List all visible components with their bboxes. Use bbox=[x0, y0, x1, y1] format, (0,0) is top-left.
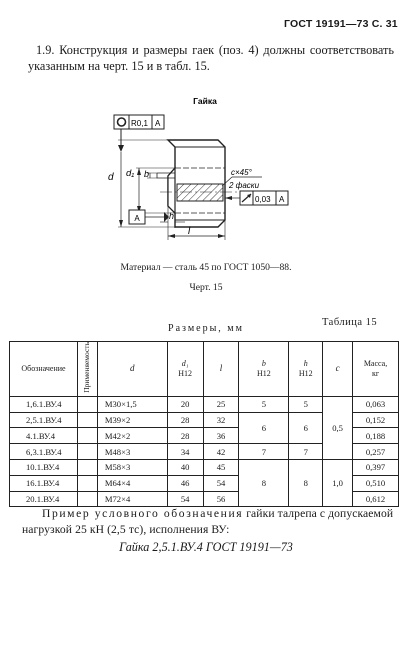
cell-d1: 54 bbox=[167, 491, 203, 507]
col-h: h H12 bbox=[289, 342, 323, 397]
cell-d1: 28 bbox=[167, 412, 203, 428]
cell-designation: 1,6.1.ВУ.4 bbox=[10, 396, 78, 412]
col-d: d bbox=[97, 342, 167, 397]
cell-d1: 40 bbox=[167, 459, 203, 475]
cell-l: 32 bbox=[203, 412, 239, 428]
cell-l: 54 bbox=[203, 475, 239, 491]
dim-d-label: d bbox=[108, 172, 114, 183]
cell-designation: 6,3.1.ВУ.4 bbox=[10, 444, 78, 460]
cell-designation: 2,5.1.ВУ.4 bbox=[10, 412, 78, 428]
cell-application bbox=[77, 412, 97, 428]
cell-application bbox=[77, 459, 97, 475]
col-application: Применяемость bbox=[77, 342, 97, 397]
cell-b: 8 bbox=[239, 459, 289, 506]
col-c: c bbox=[323, 342, 353, 397]
cell-d1: 28 bbox=[167, 428, 203, 444]
col-d1: d₁ H12 bbox=[167, 342, 203, 397]
frame-top-datum: A bbox=[155, 119, 161, 128]
col-l: l bbox=[203, 342, 239, 397]
nut-drawing bbox=[0, 95, 412, 260]
frame-top-value: R0,1 bbox=[131, 119, 148, 128]
cell-application bbox=[77, 475, 97, 491]
example-lead: Пример условного обозначения bbox=[42, 507, 244, 520]
cell-application bbox=[77, 396, 97, 412]
top-tolerance-frame bbox=[114, 115, 164, 152]
cell-designation: 20.1.ВУ.4 bbox=[10, 491, 78, 507]
cell-d: M72×4 bbox=[97, 491, 167, 507]
figure-caption: Черт. 15 bbox=[189, 282, 223, 293]
cell-h: 6 bbox=[289, 412, 323, 444]
cell-mass: 0,152 bbox=[353, 412, 399, 428]
cell-d: M48×3 bbox=[97, 444, 167, 460]
cell-application bbox=[77, 444, 97, 460]
table-header-row bbox=[10, 342, 399, 397]
chamfer-note bbox=[222, 168, 262, 190]
datum-label: A bbox=[134, 214, 140, 223]
cell-designation: 4.1.ВУ.4 bbox=[10, 428, 78, 444]
cell-l: 56 bbox=[203, 491, 239, 507]
cell-mass: 0,188 bbox=[353, 428, 399, 444]
cell-designation: 10.1.ВУ.4 bbox=[10, 459, 78, 475]
material-note: Материал — сталь 45 по ГОСТ 1050—88. bbox=[120, 262, 292, 273]
cell-b: 6 bbox=[239, 412, 289, 444]
cell-d: M58×3 bbox=[97, 459, 167, 475]
cell-l: 45 bbox=[203, 459, 239, 475]
cell-d: M39×2 bbox=[97, 412, 167, 428]
table-row bbox=[10, 459, 399, 475]
table-title: Размеры, мм bbox=[168, 323, 244, 334]
cell-b: 5 bbox=[239, 396, 289, 412]
example-paragraph bbox=[22, 506, 394, 537]
frame-right-value: 0,03 bbox=[255, 195, 271, 204]
right-tolerance-frame bbox=[225, 191, 288, 205]
cell-mass: 0,612 bbox=[353, 491, 399, 507]
cell-d1: 34 bbox=[167, 444, 203, 460]
cell-mass: 0,397 bbox=[353, 459, 399, 475]
frame-right-datum: A bbox=[279, 195, 285, 204]
cell-l: 36 bbox=[203, 428, 239, 444]
cell-d: M42×2 bbox=[97, 428, 167, 444]
col-b: b H12 bbox=[239, 342, 289, 397]
cell-designation: 16.1.ВУ.4 bbox=[10, 475, 78, 491]
cell-h: 7 bbox=[289, 444, 323, 460]
cell-d1: 20 bbox=[167, 396, 203, 412]
cell-c: 0,5 bbox=[323, 396, 353, 459]
cell-mass: 0,257 bbox=[353, 444, 399, 460]
dim-d1-label: d₁ bbox=[126, 168, 135, 179]
page-header: ГОСТ 19191—73 С. 31 bbox=[284, 18, 398, 30]
cell-l: 25 bbox=[203, 396, 239, 412]
cell-mass: 0,063 bbox=[353, 396, 399, 412]
drawing-title: Гайка bbox=[193, 96, 217, 106]
example-designation: Гайка 2,5.1.ВУ.4 ГОСТ 19191—73 bbox=[119, 540, 293, 554]
cell-application bbox=[77, 428, 97, 444]
dim-h-label: h bbox=[169, 211, 175, 221]
dim-l-label: l bbox=[188, 226, 191, 237]
cell-h: 8 bbox=[289, 459, 323, 506]
dim-b-label: b bbox=[144, 169, 150, 179]
col-designation: Обозначение bbox=[10, 342, 78, 397]
chamfer-count: 2 фаски bbox=[229, 181, 260, 190]
chamfer-size: c×45° bbox=[231, 168, 252, 177]
cell-b: 7 bbox=[239, 444, 289, 460]
cell-d: M64×4 bbox=[97, 475, 167, 491]
cell-d: M30×1,5 bbox=[97, 396, 167, 412]
cell-application bbox=[77, 491, 97, 507]
example-text: гайки талрепа с допускаемой нагрузкой 25 кН (2,5 тс), исполнения ВУ: bbox=[22, 507, 394, 536]
table-row bbox=[10, 396, 399, 412]
table-label: Таблица 15 bbox=[322, 317, 378, 328]
section-paragraph: 1.9. Конструкция и размеры гаек (поз. 4) должны соответствовать указанным на черт. 15 и в табл. 15. bbox=[28, 43, 394, 73]
cell-c: 1,0 bbox=[323, 459, 353, 506]
cell-d1: 46 bbox=[167, 475, 203, 491]
cell-l: 42 bbox=[203, 444, 239, 460]
cell-h: 5 bbox=[289, 396, 323, 412]
col-mass: Масса, кг bbox=[353, 342, 399, 397]
dimensions-table bbox=[9, 341, 399, 507]
cell-mass: 0,510 bbox=[353, 475, 399, 491]
